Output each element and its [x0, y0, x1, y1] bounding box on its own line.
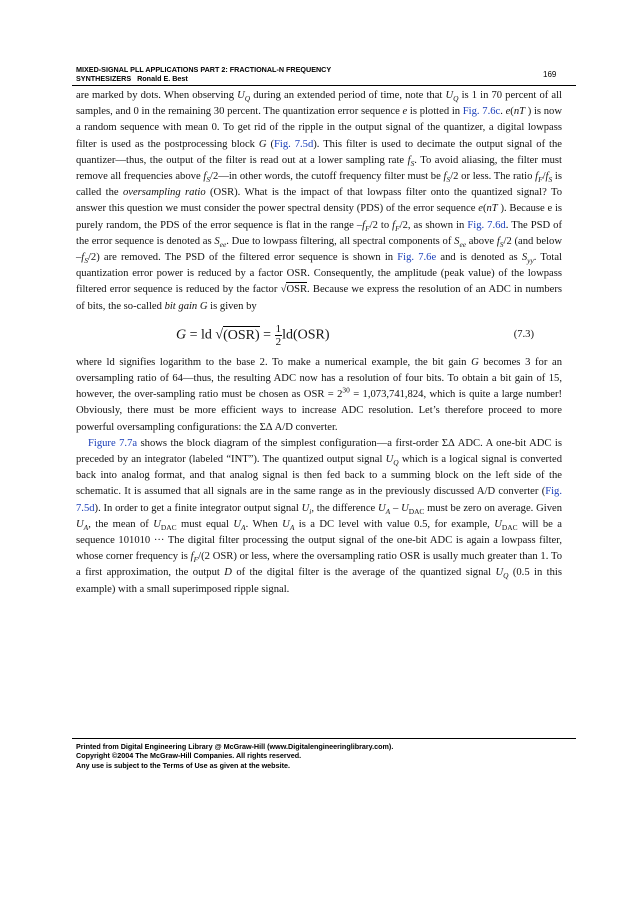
paragraph-3: Figure 7.7a shows the block diagram of the simplest configuration—a first-order ΣΔ ADC. A one-bit ADC is preceded by an integrator (labeled “INT”). The quantized output signal $U_Q$ which is a logical signal is converted back into analog format, and that analog signal is then fed back to a summing block on the left side of the schematic. It is assumed that all signals are in the same range as in the previously discussed A/D converter (Fig. 7.5d). In order to get a finite integrator output signal $U_i$, the difference $U_A - U_{DAC}$ must be zero on average. Given $U_A$, the mean of $U_{DAC}$ must equal $U_A$. When $U_A$ is a DC level with value 0.5, for example, $U_{DAC}$ will be a sequence 101010 ··· The digital filter processing the output signal of the one-bit ADC is again a lowpass filter, whose corner frequency is $f_F/(2$ OSR) or less, where the oversampling ratio OSR is usally much greater than 1. To a first approximation, the output D of the digital filter is the average of the quantized signal $U_Q$ (0.5 in this example) with a small superimposed ripple signal. [76, 437, 562, 595]
body-text [76, 88, 562, 598]
link-fig-7-7a[interactable]: Figure 7.7a [88, 437, 138, 449]
link-fig-7-5d-second[interactable]: Fig. 7.5d [76, 486, 562, 514]
link-fig-7-6d[interactable]: Fig. 7.6d [467, 219, 506, 231]
link-fig-7-6c[interactable]: Fig. 7.6c [462, 106, 501, 118]
header-divider [72, 85, 576, 86]
link-fig-7-5d[interactable]: Fig. 7.5d [274, 138, 314, 150]
page-number: 169 [543, 70, 557, 79]
footer-divider [72, 738, 576, 739]
equation-expression: G = ld √(OSR) = $\frac{1}{2}$ ld(OSR) [176, 322, 330, 348]
equation-7-3 [76, 317, 562, 353]
header-title-line2: SYNTHESIZERS Ronald E. Best [76, 74, 188, 83]
footer [76, 742, 393, 770]
footer-line3: Any use is subject to the Terms of Use as given at the website. [76, 760, 290, 770]
equation-number: (7.3) [513, 328, 534, 340]
footer-line2: Copyright ©2004 The McGraw-Hill Companies. All rights reserved. [76, 751, 302, 761]
running-header [76, 65, 331, 83]
footer-line1: Printed from Digital Engineering Library @ McGraw-Hill (www.Digitalengineeringlibrary.com). [76, 742, 394, 751]
paragraph-1: are marked by dots. When observing $U_Q$ during an extended period of time, note that $U_Q$ is 1 in 70 percent of all samples, and 0 in the remaining 30 percent. The quantization error sequence e is plotted in Fig. 7.6c. e(nT ) is now a random sequence with mean 0. To get rid of the ripple in the output signal of the quantizer, a digital lowpass filter is used as the postprocessing block G (Fig. 7.5d). This filter is used to decimate the output signal of the quantizer—thus, the output of the filter is read out at a lower sampling rate $f_S$. To avoid aliasing, the filter must remove all frequencies above $f_S/2—in$ other words, the cutoff frequency filter must be $f_S/2$ or less. The ratio $f_F/f_S$ is called the oversampling ratio (OSR). What is the impact of that lowpass filter onto the quantized signal? To answer this question we must consider the power spectral density (PDS) of the error sequence e(nT ). Because e is purely random, the PDS of the error sequence is flat in the range $-f_F/2$ to $f_F/2$, as shown in Fig. 7.6d. The PSD of the error sequence is denoted as $S_{ee}$. Due to lowpass filtering, all spectral components of $S_{ee}$ above $f_S/2$ (and below $-f_S/2$) are removed. The PSD of the filtered error sequence is shown in Fig. 7.6e and is denoted as $S_{yy}$. Total quantization error power is reduced by a factor OSR. Consequently, the amplitude (peak value) of the lowpass filtered error sequence is reduced by the factor √OSR. Because we express the resolution of an ADC in numbers of bits, the so-called bit gain G is given by [76, 90, 563, 312]
header-title-line1: MIXED-SIGNAL PLL APPLICATIONS PART 2: FRACTIONAL-N FREQUENCY [76, 65, 332, 74]
link-fig-7-6e[interactable]: Fig. 7.6e [397, 252, 437, 264]
paragraph-2: where ld signifies logarithm to the base 2. To make a numerical example, the bit gain G becomes 3 for an oversampling ratio of 64—thus, the resulting ADC now has a resolution of four bits. To obtain a bit gain of 15, however, the over-sampling ratio must be chosen as OSR = $2^{30} = 1,073,741,824$, which is quite a large number! Obviously, there must be more efficient ways to increase ADC resolution. Let’s therefore proceed to more powerful oversampling configurations: the ΣΔ A/D converter. [76, 356, 562, 433]
